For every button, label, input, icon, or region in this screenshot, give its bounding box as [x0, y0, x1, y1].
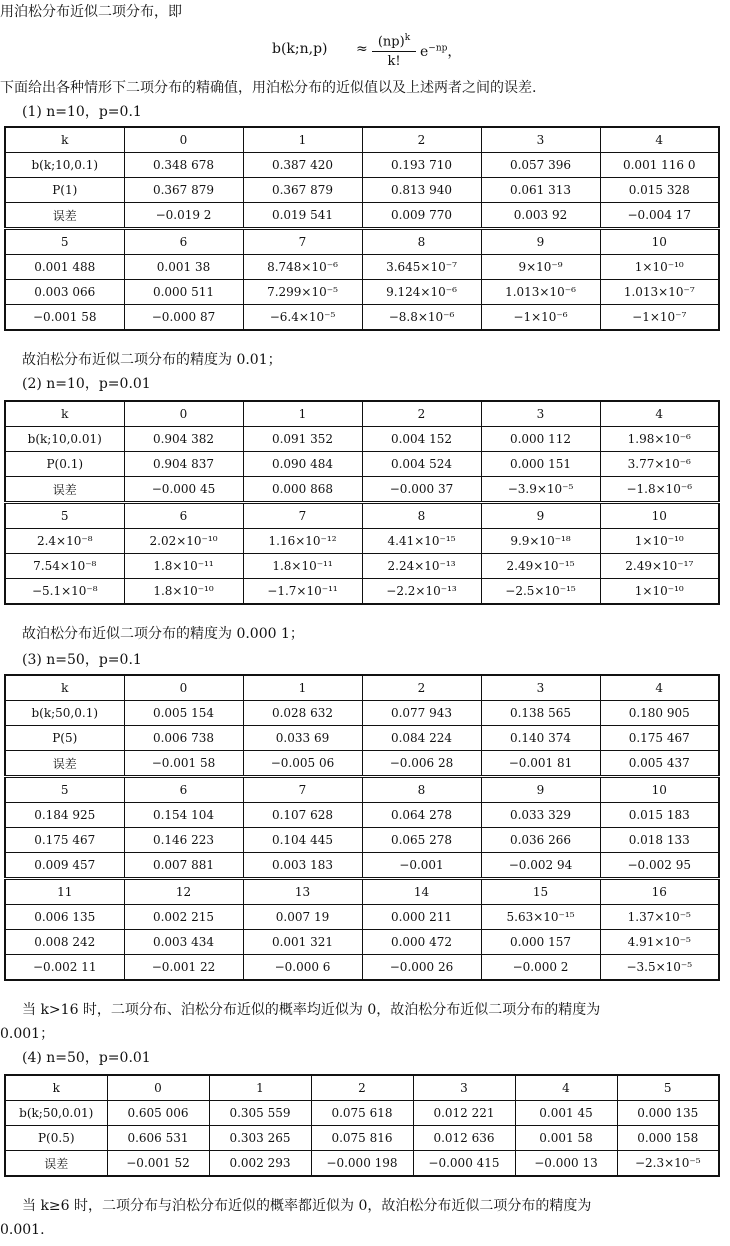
table-cell: −2.3×10⁻⁵ — [617, 1151, 719, 1177]
table-cell: 0.000 135 — [617, 1101, 719, 1126]
table-cell: −0.006 28 — [362, 751, 481, 777]
table-cell: −8.8×10⁻⁶ — [362, 305, 481, 331]
table-row — [5, 1101, 719, 1126]
header-cell: 3 — [481, 675, 600, 701]
table-cell: −0.000 198 — [311, 1151, 413, 1177]
header-cell: 1 — [243, 401, 362, 427]
table-cell: −0.005 06 — [243, 751, 362, 777]
table-row — [5, 503, 719, 529]
table-cell: 4.91×10⁻⁵ — [600, 930, 719, 955]
section-1-heading: (1) n=10，p=0.1 — [22, 104, 142, 120]
table-cell: −0.004 17 — [600, 203, 719, 229]
table-cell: 0.000 511 — [124, 280, 243, 305]
section-2-heading: (2) n=10，p=0.01 — [22, 376, 151, 392]
table-cell: 0.140 374 — [481, 726, 600, 751]
table-cell: 8.748×10⁻⁶ — [243, 255, 362, 280]
section-3-table — [4, 674, 720, 981]
table-cell: 0.075 618 — [311, 1101, 413, 1126]
table-cell: −0.000 26 — [362, 955, 481, 981]
header-cell: 9 — [481, 229, 600, 255]
table-cell: 1.8×10⁻¹¹ — [243, 554, 362, 579]
table-cell: 1.013×10⁻⁷ — [600, 280, 719, 305]
table-cell: 0.002 215 — [124, 905, 243, 930]
header-cell: k — [5, 675, 124, 701]
table-cell: 0.001 321 — [243, 930, 362, 955]
section-4-heading: (4) n=50，p=0.01 — [22, 1050, 151, 1066]
table-cell: 0.064 278 — [362, 803, 481, 828]
header-cell: 0 — [124, 675, 243, 701]
table-cell: −0.000 13 — [515, 1151, 617, 1177]
formula-rhs — [420, 41, 461, 61]
formula-numerator-base: (np) — [377, 34, 405, 50]
table-cell: −1.7×10⁻¹¹ — [243, 579, 362, 605]
formula-exp-base: e — [420, 44, 429, 60]
intro-text: 用泊松分布近似二项分布，即 — [0, 4, 182, 20]
table-cell: 0.001 58 — [515, 1126, 617, 1151]
formula-numerator-exponent: k — [404, 33, 411, 43]
table-cell: 0.008 242 — [5, 930, 124, 955]
header-cell: 6 — [124, 229, 243, 255]
table-row — [5, 879, 719, 905]
table-cell: 2.49×10⁻¹⁷ — [600, 554, 719, 579]
table-cell: P(0.1) — [5, 452, 124, 477]
table-row — [5, 153, 719, 178]
header-cell: 4 — [600, 675, 719, 701]
header-cell: 5 — [5, 229, 124, 255]
header-cell: k — [5, 127, 124, 153]
formula-tail: ， — [447, 44, 462, 60]
table-row — [5, 675, 719, 701]
header-cell: 6 — [124, 777, 243, 803]
header-cell: 14 — [362, 879, 481, 905]
table-cell: 0.904 382 — [124, 427, 243, 452]
table-cell: −0.000 87 — [124, 305, 243, 331]
header-cell: 9 — [481, 503, 600, 529]
table-cell: 7.299×10⁻⁵ — [243, 280, 362, 305]
table-cell: −0.002 11 — [5, 955, 124, 981]
table-cell: 误差 — [5, 203, 124, 229]
table-row — [5, 751, 719, 777]
table-cell: 0.007 881 — [124, 853, 243, 879]
table-cell: 0.036 266 — [481, 828, 600, 853]
table-cell: 0.057 396 — [481, 153, 600, 178]
table-cell: 0.077 943 — [362, 701, 481, 726]
table-cell: 1.16×10⁻¹² — [243, 529, 362, 554]
header-cell: 5 — [5, 777, 124, 803]
table-cell: 0.015 183 — [600, 803, 719, 828]
header-cell: 7 — [243, 777, 362, 803]
table-cell: 0.018 133 — [600, 828, 719, 853]
table-cell: −2.2×10⁻¹³ — [362, 579, 481, 605]
table-cell: 0.012 221 — [413, 1101, 515, 1126]
table-cell: 0.000 211 — [362, 905, 481, 930]
table-cell: 0.175 467 — [600, 726, 719, 751]
table-cell: 0.000 472 — [362, 930, 481, 955]
table-cell: 0.605 006 — [107, 1101, 209, 1126]
formula-denominator: k! — [387, 54, 401, 70]
table-cell: −0.000 415 — [413, 1151, 515, 1177]
table-row — [5, 930, 719, 955]
table-row — [5, 1126, 719, 1151]
header-cell: 0 — [107, 1075, 209, 1101]
table-row — [5, 905, 719, 930]
table-cell: −0.001 81 — [481, 751, 600, 777]
table-cell: 1×10⁻¹⁰ — [600, 529, 719, 554]
header-cell: 10 — [600, 777, 719, 803]
table-cell: 3.77×10⁻⁶ — [600, 452, 719, 477]
table-cell: −1.8×10⁻⁶ — [600, 477, 719, 503]
table-row — [5, 828, 719, 853]
table-cell: 0.303 265 — [209, 1126, 311, 1151]
table-row — [5, 229, 719, 255]
table-cell: 9.124×10⁻⁶ — [362, 280, 481, 305]
table-cell: 2.4×10⁻⁸ — [5, 529, 124, 554]
table-cell: −0.001 58 — [124, 751, 243, 777]
table-cell: −5.1×10⁻⁸ — [5, 579, 124, 605]
header-cell: 1 — [209, 1075, 311, 1101]
header-cell: 5 — [617, 1075, 719, 1101]
table-row — [5, 803, 719, 828]
table-cell: 2.49×10⁻¹⁵ — [481, 554, 600, 579]
table-cell: 2.24×10⁻¹³ — [362, 554, 481, 579]
table-cell: −2.5×10⁻¹⁵ — [481, 579, 600, 605]
header-cell: 13 — [243, 879, 362, 905]
table-cell: −0.000 6 — [243, 955, 362, 981]
table-cell: 0.002 293 — [209, 1151, 311, 1177]
table-cell: 7.54×10⁻⁸ — [5, 554, 124, 579]
table-cell: −0.001 52 — [107, 1151, 209, 1177]
table-cell: 0.004 152 — [362, 427, 481, 452]
table-cell: 0.154 104 — [124, 803, 243, 828]
header-cell: 15 — [481, 879, 600, 905]
table-cell: b(k;50,0.1) — [5, 701, 124, 726]
header-cell: 4 — [515, 1075, 617, 1101]
table-cell: −0.002 95 — [600, 853, 719, 879]
table-row — [5, 777, 719, 803]
header-cell: 10 — [600, 229, 719, 255]
table-cell: 0.184 925 — [5, 803, 124, 828]
table-cell: −1×10⁻⁶ — [481, 305, 600, 331]
table-cell: 0.033 69 — [243, 726, 362, 751]
header-cell: 0 — [124, 401, 243, 427]
header-cell: 3 — [413, 1075, 515, 1101]
table-cell: 0.367 879 — [243, 178, 362, 203]
header-cell: k — [5, 1075, 107, 1101]
table-cell: 0.000 151 — [481, 452, 600, 477]
table-cell: 2.02×10⁻¹⁰ — [124, 529, 243, 554]
table-cell: 0.146 223 — [124, 828, 243, 853]
table-cell: 0.193 710 — [362, 153, 481, 178]
table-cell: 0.019 541 — [243, 203, 362, 229]
table-cell: 0.367 879 — [124, 178, 243, 203]
table-cell: −0.001 58 — [5, 305, 124, 331]
table-row — [5, 401, 719, 427]
table-cell: 0.001 488 — [5, 255, 124, 280]
table-cell: 误差 — [5, 1151, 107, 1177]
table-row — [5, 579, 719, 605]
table-cell: b(k;10,0.1) — [5, 153, 124, 178]
table-cell: 0.033 329 — [481, 803, 600, 828]
header-cell: 0 — [124, 127, 243, 153]
table-row — [5, 452, 719, 477]
header-cell: 7 — [243, 503, 362, 529]
header-cell: 2 — [362, 675, 481, 701]
table-cell: 0.003 92 — [481, 203, 600, 229]
table-cell: b(k;10,0.01) — [5, 427, 124, 452]
table-cell: b(k;50,0.01) — [5, 1101, 107, 1126]
table-cell: P(0.5) — [5, 1126, 107, 1151]
header-cell: 2 — [362, 401, 481, 427]
table-cell: 0.006 738 — [124, 726, 243, 751]
table-cell: 0.084 224 — [362, 726, 481, 751]
section-4-conclusion-line-1: 当 k≥6 时，二项分布与泊松分布近似的概率都近似为 0，故泊松分布近似二项分布的精度为 — [22, 1198, 592, 1214]
table-row — [5, 255, 719, 280]
table-cell: −6.4×10⁻⁵ — [243, 305, 362, 331]
table-row — [5, 203, 719, 229]
table-cell: 误差 — [5, 477, 124, 503]
formula-approx-sign: ≈ — [356, 41, 368, 57]
table-cell: 0.012 636 — [413, 1126, 515, 1151]
table-row — [5, 280, 719, 305]
table-cell: 3.645×10⁻⁷ — [362, 255, 481, 280]
table-cell: 0.107 628 — [243, 803, 362, 828]
table-cell: 0.813 940 — [362, 178, 481, 203]
header-cell: 4 — [600, 127, 719, 153]
table-cell: 0.009 457 — [5, 853, 124, 879]
table-row — [5, 529, 719, 554]
header-cell: 10 — [600, 503, 719, 529]
table-cell: 0.091 352 — [243, 427, 362, 452]
table-row — [5, 1075, 719, 1101]
table-cell: 0.001 38 — [124, 255, 243, 280]
table-cell: 0.075 816 — [311, 1126, 413, 1151]
formula-fraction — [372, 30, 416, 71]
table-cell: −3.5×10⁻⁵ — [600, 955, 719, 981]
table-cell: 0.090 484 — [243, 452, 362, 477]
table-cell: 0.348 678 — [124, 153, 243, 178]
table-row — [5, 477, 719, 503]
table-cell: 0.006 135 — [5, 905, 124, 930]
table-cell: 0.003 183 — [243, 853, 362, 879]
table-cell: 0.000 112 — [481, 427, 600, 452]
section-3-conclusion-line-1: 当 k>16 时，二项分布、泊松分布近似的概率均近似为 0，故泊松分布近似二项分布的精度为 — [22, 1002, 601, 1018]
table-cell: 0.005 437 — [600, 751, 719, 777]
table-cell: 1.8×10⁻¹¹ — [124, 554, 243, 579]
section-3-conclusion-line-2: 0.001； — [0, 1026, 55, 1042]
table-cell: P(5) — [5, 726, 124, 751]
table-cell: 0.003 434 — [124, 930, 243, 955]
description-text: 下面给出各种情形下二项分布的精确值，用泊松分布的近似值以及上述两者之间的误差. — [0, 80, 537, 96]
table-row — [5, 554, 719, 579]
table-row — [5, 853, 719, 879]
table-cell: 0.387 420 — [243, 153, 362, 178]
table-cell: 误差 — [5, 751, 124, 777]
table-cell: 1.8×10⁻¹⁰ — [124, 579, 243, 605]
table-cell: 0.009 770 — [362, 203, 481, 229]
table-cell: 0.138 565 — [481, 701, 600, 726]
formula-numerator — [372, 30, 416, 52]
table-cell: 0.001 116 0 — [600, 153, 719, 178]
table-cell: 0.000 158 — [617, 1126, 719, 1151]
section-4-conclusion-line-2: 0.001. — [0, 1222, 45, 1238]
table-cell: 0.005 154 — [124, 701, 243, 726]
table-cell: 0.180 905 — [600, 701, 719, 726]
table-cell: 4.41×10⁻¹⁵ — [362, 529, 481, 554]
header-cell: 2 — [362, 127, 481, 153]
section-3-heading: (3) n=50，p=0.1 — [22, 652, 142, 668]
formula-exp-exponent: −np — [428, 43, 448, 54]
table-row — [5, 1151, 719, 1177]
table-cell: 1×10⁻¹⁰ — [600, 255, 719, 280]
table-cell: 0.007 19 — [243, 905, 362, 930]
table-cell: 0.606 531 — [107, 1126, 209, 1151]
header-cell: 8 — [362, 503, 481, 529]
table-cell: −0.000 2 — [481, 955, 600, 981]
table-cell: −0.001 22 — [124, 955, 243, 981]
table-cell: 0.061 313 — [481, 178, 600, 203]
table-cell: 0.305 559 — [209, 1101, 311, 1126]
table-cell: 0.175 467 — [5, 828, 124, 853]
header-cell: 1 — [243, 675, 362, 701]
table-cell: −0.001 — [362, 853, 481, 879]
table-row — [5, 305, 719, 331]
header-cell: 8 — [362, 229, 481, 255]
header-cell: 3 — [481, 127, 600, 153]
table-cell: 1.37×10⁻⁵ — [600, 905, 719, 930]
table-cell: 0.104 445 — [243, 828, 362, 853]
header-cell: 4 — [600, 401, 719, 427]
table-row — [5, 701, 719, 726]
table-cell: −3.9×10⁻⁵ — [481, 477, 600, 503]
table-cell: 0.004 524 — [362, 452, 481, 477]
header-cell: 9 — [481, 777, 600, 803]
header-cell: 2 — [311, 1075, 413, 1101]
table-cell: 1×10⁻¹⁰ — [600, 579, 719, 605]
table-cell: −0.019 2 — [124, 203, 243, 229]
section-1-table — [4, 126, 720, 331]
header-cell: 11 — [5, 879, 124, 905]
table-cell: 1.013×10⁻⁶ — [481, 280, 600, 305]
table-cell: 0.904 837 — [124, 452, 243, 477]
header-cell: 5 — [5, 503, 124, 529]
table-cell: 0.015 328 — [600, 178, 719, 203]
header-cell: 16 — [600, 879, 719, 905]
table-cell: 0.000 868 — [243, 477, 362, 503]
section-1-conclusion: 故泊松分布近似二项分布的精度为 0.01； — [22, 352, 282, 368]
header-cell: 1 — [243, 127, 362, 153]
table-row — [5, 178, 719, 203]
table-cell: 5.63×10⁻¹⁵ — [481, 905, 600, 930]
header-cell: 6 — [124, 503, 243, 529]
section-2-conclusion: 故泊松分布近似二项分布的精度为 0.000 1； — [22, 626, 304, 642]
table-cell: P(1) — [5, 178, 124, 203]
header-cell: 3 — [481, 401, 600, 427]
table-cell: −0.000 45 — [124, 477, 243, 503]
section-4-table — [4, 1074, 720, 1177]
table-cell: 0.065 278 — [362, 828, 481, 853]
table-cell: −0.002 94 — [481, 853, 600, 879]
header-cell: 8 — [362, 777, 481, 803]
section-2-table — [4, 400, 720, 605]
table-cell: 9.9×10⁻¹⁸ — [481, 529, 600, 554]
formula-lhs: b(k;n,p) — [272, 41, 328, 57]
table-row — [5, 427, 719, 452]
table-cell: 0.003 066 — [5, 280, 124, 305]
table-cell: −1×10⁻⁷ — [600, 305, 719, 331]
header-cell: 7 — [243, 229, 362, 255]
header-cell: k — [5, 401, 124, 427]
table-row — [5, 127, 719, 153]
table-cell: 1.98×10⁻⁶ — [600, 427, 719, 452]
header-cell: 12 — [124, 879, 243, 905]
table-cell: 0.001 45 — [515, 1101, 617, 1126]
table-cell: −0.000 37 — [362, 477, 481, 503]
table-cell: 0.028 632 — [243, 701, 362, 726]
table-row — [5, 955, 719, 981]
table-row — [5, 726, 719, 751]
table-cell: 9×10⁻⁹ — [481, 255, 600, 280]
table-cell: 0.000 157 — [481, 930, 600, 955]
